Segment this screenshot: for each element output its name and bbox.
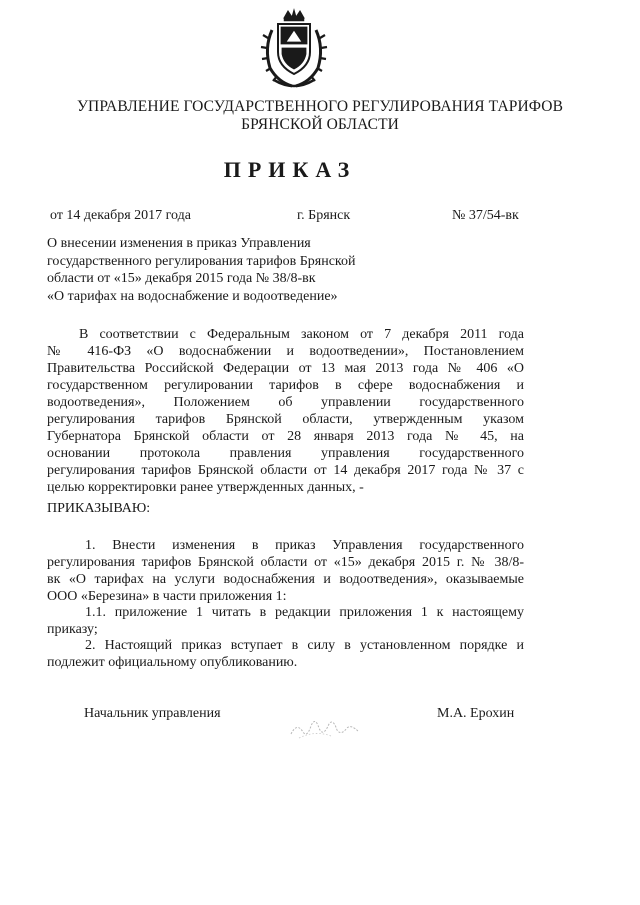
- subject-line: области от «15» декабря 2015 года № 38/8-вк: [47, 271, 316, 286]
- order-item-1-1: [47, 604, 524, 638]
- handwritten-signature: [285, 710, 365, 744]
- paragraph-line: регулирования тарифов Брянской области от «15» декабря 2015 г. № 38/8-: [47, 555, 524, 570]
- subject-line: О внесении изменения в приказ Управления: [47, 236, 311, 251]
- paragraph-line: Правительства Российской Федерации от 13 мая 2013 года № 406 «О: [47, 361, 524, 376]
- paragraph-line: приказу;: [47, 622, 98, 637]
- paragraph-line: ООО «Березина» в части приложения 1:: [47, 589, 287, 604]
- paragraph-line: 1. Внести изменения в приказ Управления государственного: [85, 538, 524, 553]
- order-item-2: [47, 637, 524, 671]
- preamble-paragraph: [47, 326, 524, 496]
- paragraph-line: целью корректировки ранее утвержденных данных, -: [47, 480, 364, 495]
- paragraph-line: № 416-ФЗ «О водоснабжении и водоотведении», Постановлением: [47, 344, 524, 359]
- document-title: ПРИКАЗ: [223, 157, 357, 182]
- organization-name-line1: УПРАВЛЕНИЕ ГОСУДАРСТВЕННОГО РЕГУЛИРОВАНИЯ ТАРИФОВ: [76, 98, 564, 115]
- paragraph-line: вк «О тарифах на услуги водоснабжения и водоотведения», оказываемые: [47, 572, 524, 587]
- document-date: от 14 декабря 2017 года: [50, 208, 191, 223]
- paragraph-line: государственном регулировании тарифов в сфере водоснабжения и: [47, 378, 524, 393]
- paragraph-line: водоотведения», Положением об управлении государственного: [47, 395, 524, 410]
- paragraph-line: 1.1. приложение 1 читать в редакции приложения 1 к настоящему: [85, 605, 524, 620]
- paragraph-line: Губернатора Брянской области от 28 января 2013 года № 45, на: [47, 429, 524, 444]
- coat-of-arms-emblem: [258, 8, 330, 92]
- paragraph-line: В соответствии с Федеральным законом от 7 декабря 2011 года: [79, 327, 524, 342]
- subject-line: государственного регулирования тарифов Брянской: [47, 253, 356, 269]
- subject-line: «О тарифах на водоснабжение и водоотведение»: [47, 288, 338, 304]
- paragraph-line: основании протокола правления управления государственного: [47, 446, 524, 461]
- signatory-position: Начальник управления: [84, 706, 221, 721]
- order-word: ПРИКАЗЫВАЮ:: [47, 501, 151, 516]
- paragraph-line: регулирования тарифов Брянской области, утвержденным указом: [47, 412, 524, 427]
- paragraph-line: 2. Настоящий приказ вступает в силу в установленном порядке и: [85, 638, 524, 653]
- document-subject: [47, 235, 356, 305]
- document-city: г. Брянск: [297, 208, 351, 223]
- paragraph-line: регулирования тарифов Брянской области от 14 декабря 2017 года № 37 с: [47, 463, 524, 478]
- organization-name-line2: БРЯНСКОЙ ОБЛАСТИ: [241, 116, 399, 133]
- paragraph-line: подлежит официальному опубликованию.: [47, 655, 298, 670]
- document-number: № 37/54-вк: [452, 208, 519, 223]
- order-item-1: [47, 537, 524, 605]
- signatory-name: М.А. Ерохин: [437, 706, 515, 721]
